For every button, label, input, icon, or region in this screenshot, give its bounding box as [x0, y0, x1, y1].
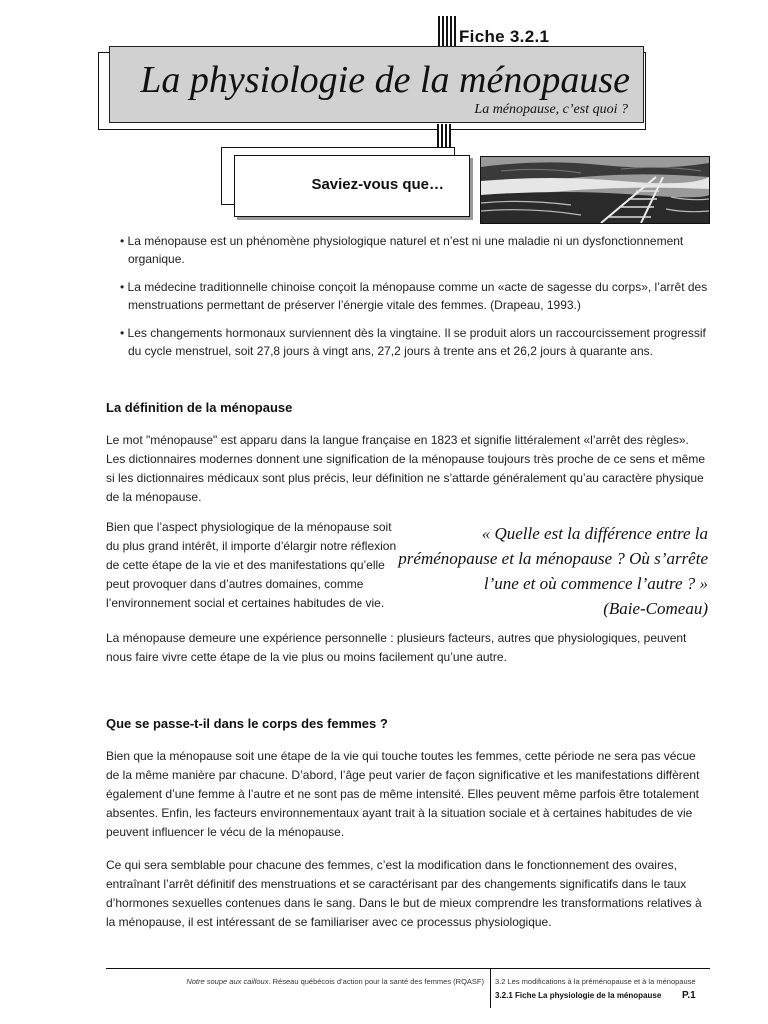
paragraph: Bien que la ménopause soit une étape de la vie qui touche toutes les femmes, cette période ne sera pas vécue de la même manière par chacune. D’abord, l’âge peut varier de façon significative et les manifestations diffèrent également d’une femme à l’autre et ne sont pas de même intensité. Elles peuvent même parfois être totalement absentes. Enfin, les facteurs environnementaux ayant trait à la situation sociale et à certaines habitudes de vie peuvent influencer le vécu de la ménopause. — [106, 749, 700, 839]
page-number: P.1 — [682, 990, 696, 1001]
pull-quote — [392, 521, 708, 621]
paragraph: Ce qui sera semblable pour chacune des femmes, c’est la modification dans le fonctionnement des ovaires, entraînant l’arrêt définitif des menstruations et se caractérisant par des changements significatifs dans le taux d’hormones sexuelles contenues dans le sang. Dans le but de mieux comprendre les transformations relatives à la ménopause, il est intéressant de se familiariser avec ce processus physiologique. — [106, 858, 702, 929]
footer-publisher: . Réseau québécois d’action pour la santé des femmes (RQASF) — [268, 977, 484, 986]
pull-quote-text: « Quelle est la différence entre la préménopause et la ménopause ? Où s’arrête l’une et où commence l’autre ? » — [398, 524, 708, 593]
bullet-item: • La ménopause est un phénomène physiologique naturel et n’est ni une maladie ni un dysfonctionnement organique. — [120, 232, 710, 268]
footer-separator — [490, 968, 491, 1008]
fiche-label: Fiche 3.2.1 — [459, 27, 550, 46]
paragraph: Bien que l’aspect physiologique de la ménopause soit du plus grand intérêt, il importe d’élargir notre réflexion de cette étape de la vie et des manifestations qu’elle peut provoquer dans d’autres domaines, comme l’environnement social et certaines habitudes de vie. — [106, 520, 397, 610]
footer-divider — [106, 968, 710, 969]
page-title: La physiologie de la ménopause — [140, 59, 630, 101]
paragraph: Le mot "ménopause" est apparu dans la langue française en 1823 et signifie littéralement «l’arrêt des règles». Les dictionnaires modernes donnent une signification de la ménopause toujours très proche de ce sens et même si les dictionnaires médicaux sont plus précis, leur définition ne s’attarde généralement qu’au caractère physique de la ménopause. — [106, 433, 706, 504]
sidebar-box-title: Saviez-vous que… — [311, 176, 444, 193]
footer-citation — [106, 977, 484, 986]
page-subtitle: La ménopause, c’est quoi ? — [474, 102, 628, 117]
bullet-item: • La médecine traditionnelle chinoise conçoit la ménopause comme un «acte de sagesse du corps», l’arrêt des menstruations permettant de préserver l’énergie vitale des femmes. (Drapeau, 1993.) — [120, 278, 710, 314]
landscape-illustration — [480, 156, 710, 224]
bullet-list — [120, 232, 710, 370]
pull-quote-source: (Baie-Comeau) — [603, 599, 708, 618]
bullet-item: • Les changements hormonaux surviennent dès la vingtaine. Il se produit alors un raccourcissement progressif du cycle menstruel, soit 27,8 jours à vingt ans, 27,2 jours à trente ans et 26,2 jours à quarante ans. — [120, 324, 710, 360]
footer-section-line: 3.2 Les modifications à la préménopause et à la ménopause — [495, 977, 696, 986]
landscape-drawing — [481, 157, 709, 223]
section-heading-body: Que se passe-t-il dans le corps des femmes ? — [106, 716, 388, 731]
footer-book-title: Notre soupe aux cailloux — [186, 977, 269, 986]
footer-fiche-line: 3.2.1 Fiche La physiologie de la ménopause — [495, 991, 662, 1000]
barcode-decoration — [438, 16, 458, 46]
paragraph: La ménopause demeure une expérience personnelle : plusieurs facteurs, autres que physiologiques, peuvent nous faire vivre cette étape de la vie plus ou moins facilement qu’une autre. — [106, 631, 687, 664]
section-heading-definition: La définition de la ménopause — [106, 400, 293, 415]
